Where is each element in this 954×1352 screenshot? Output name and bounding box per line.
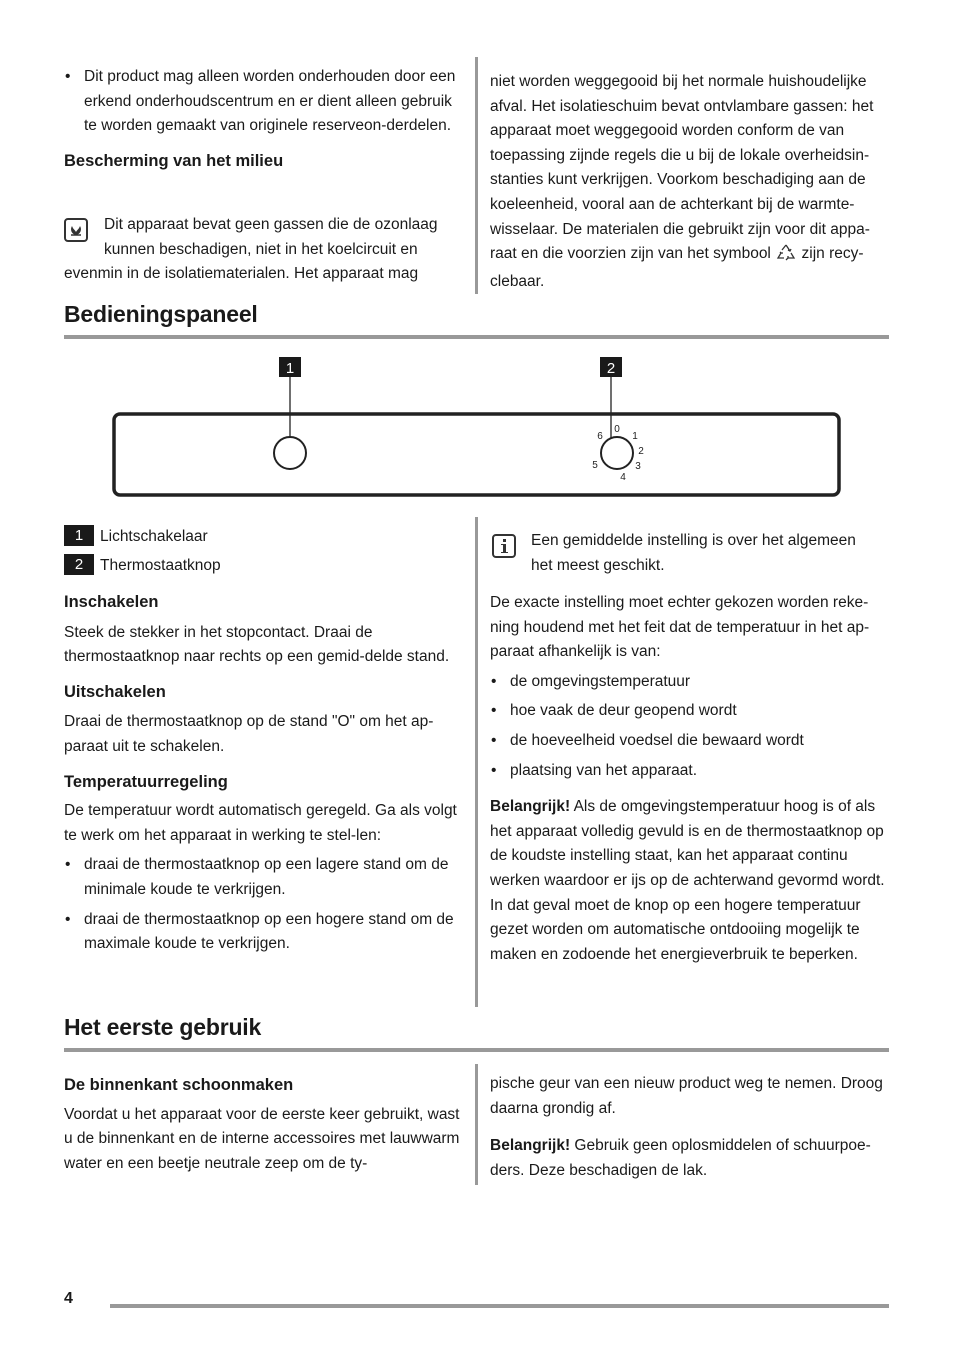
top-right-column bbox=[490, 70, 890, 294]
section-rule bbox=[64, 335, 889, 339]
bottom-right-column bbox=[490, 1072, 890, 1183]
dial-label-0: 0 bbox=[614, 424, 620, 435]
legend-item-1 bbox=[64, 525, 460, 554]
factor-item: • hoe vaak de deur geopend wordt bbox=[490, 699, 890, 724]
thermostat-knob bbox=[601, 437, 633, 469]
control-panel-diagram bbox=[100, 350, 850, 505]
milieu-heading: Bescherming van het milieu bbox=[64, 151, 284, 170]
milieu-text-indented bbox=[104, 213, 464, 262]
middle-right-column bbox=[490, 591, 890, 967]
clean-text: Voordat u het apparaat voor de eerste keer gebruikt, wast u de binnenkant en de interne accessoires met lauwwarm water en een beetje neutrale zeep om de ty- bbox=[64, 1105, 460, 1172]
temp-bullet-1: • draai de thermostaatknop op een lagere stand om de minimale koude te verkrijgen. bbox=[64, 853, 460, 902]
panel-outline bbox=[114, 414, 839, 495]
light-switch bbox=[274, 437, 306, 469]
column-divider bbox=[475, 1064, 478, 1185]
factor-item: • de hoeveelheid voedsel die bewaard wordt bbox=[490, 729, 890, 754]
temperatuur-text: De temperatuur wordt automatisch geregeld. Ga als volgt te werk om het apparaat in werking te stel-len: bbox=[64, 802, 457, 844]
exact-setting-text: De exacte instelling moet echter gekozen worden reke-ning houdend met het feit dat de temperatuur in het ap-paraat afhankelijk is van: bbox=[490, 594, 870, 661]
temperatuur-heading: Temperatuurregeling bbox=[64, 772, 228, 791]
milieu-line-3: evenmin in de isolatiematerialen. Het apparaat mag bbox=[64, 265, 419, 282]
info-line-1: Een gemiddelde instelling is over het algemeen bbox=[531, 532, 856, 549]
important-paragraph bbox=[490, 795, 890, 967]
disposal-text-b: zijn recy- bbox=[801, 245, 864, 263]
important-text-2: Gebruik geen oplosmiddelen of schuurpoe-ders. Deze beschadigen de lak. bbox=[490, 1137, 871, 1179]
legend-label-2: Thermostaatknop bbox=[100, 557, 221, 574]
info-text bbox=[531, 529, 891, 578]
important-label-2: Belangrijk! bbox=[490, 1137, 571, 1155]
disposal-text-end: clebaar. bbox=[490, 272, 545, 290]
page-number: 4 bbox=[64, 1290, 73, 1307]
top-left-column bbox=[64, 65, 460, 173]
legend-item-2 bbox=[64, 554, 460, 583]
uitschakelen-text: Draai de thermostaatknop op de stand "O" om het ap-paraat uit te schakelen. bbox=[64, 713, 434, 755]
uitschakelen-heading: Uitschakelen bbox=[64, 682, 166, 701]
important-label: Belangrijk! bbox=[490, 798, 571, 816]
callout-2-text: 2 bbox=[606, 360, 616, 377]
disposal-text-a: raat en die voorzien zijn van het symbool bbox=[490, 245, 771, 263]
legend-badge-1: 1 bbox=[64, 525, 94, 546]
factor-item: • de omgevingstemperatuur bbox=[490, 670, 890, 695]
section-rule bbox=[64, 1048, 889, 1052]
middle-left-column bbox=[64, 525, 460, 957]
important-paragraph-2 bbox=[490, 1134, 890, 1183]
disposal-text-line bbox=[490, 242, 890, 270]
info-icon bbox=[492, 534, 516, 558]
callout-1-text: 1 bbox=[285, 360, 295, 377]
factor-item: • plaatsing van het apparaat. bbox=[490, 759, 890, 784]
dial-label-2: 2 bbox=[638, 446, 644, 457]
service-bullet: • Dit product mag alleen worden onderhouden door een erkend onderhoudscentrum en er dient alleen gebruik te worden gemaakt van originele reserveon-derdelen. bbox=[64, 65, 460, 139]
milieu-line-1: Dit apparaat bevat geen gassen die de ozonlaag bbox=[104, 216, 438, 233]
column-divider bbox=[475, 517, 478, 1007]
dial-label-5: 5 bbox=[592, 460, 598, 471]
legend-label-1: Lichtschakelaar bbox=[100, 528, 208, 545]
milieu-line-2: kunnen beschadigen, niet in het koelcircuit en bbox=[104, 240, 418, 258]
footer-rule bbox=[110, 1304, 889, 1308]
info-line-2: het meest geschikt. bbox=[531, 556, 665, 574]
clean-text-continued: pische geur van een nieuw product weg te nemen. Droog daarna grondig af. bbox=[490, 1075, 883, 1117]
inschakelen-text: Steek de stekker in het stopcontact. Draai de thermostaatknop naar rechts op een gemid-delde stand. bbox=[64, 623, 450, 666]
inschakelen-heading: Inschakelen bbox=[64, 593, 159, 611]
section-heading-eerste-gebruik: Het eerste gebruik bbox=[64, 1014, 262, 1040]
disposal-text: niet worden weggegooid bij het normale huishoudelijke afval. Het isolatieschuim bevat ontvlambare gassen: het apparaat moet weggegooid worden conform de van toepassing zijnde regels die u bij de lokale overheidsin-stanties kunt verkrijgen. Voorkom beschadiging aan de koeleenheid, vooral aan de achterkant bij de warmte-wisselaar. De materialen die gebruikt zijn voor dit appa- bbox=[490, 73, 874, 238]
section-heading-bedieningspaneel: Bedieningspaneel bbox=[64, 301, 258, 327]
recycle-icon bbox=[775, 243, 797, 270]
dial-label-1: 1 bbox=[632, 431, 638, 442]
bottom-left-column bbox=[64, 1073, 460, 1176]
clean-heading: De binnenkant schoonmaken bbox=[64, 1076, 294, 1094]
dial-label-4: 4 bbox=[620, 472, 626, 483]
dial-label-6: 6 bbox=[597, 431, 603, 442]
column-divider bbox=[475, 57, 478, 294]
dial-label-3: 3 bbox=[635, 461, 641, 472]
temp-bullet-2: • draai de thermostaatknop op een hogere stand om de maximale koude te verkrijgen. bbox=[64, 908, 460, 957]
legend-badge-2: 2 bbox=[64, 554, 94, 575]
important-text: Als de omgevingstemperatuur hoog is of als het apparaat volledig gevuld is en de thermostaatknop op de koudste instelling staat, kan het apparaat continu werken waardoor er ijs op de achterwand gevormd wordt. In dat geval moet de knop op een hogere temperatuur gezet worden om automatische ontdooiing mogelijk te maken en zodoende het energieverbruik te beperken. bbox=[490, 798, 885, 963]
environment-icon bbox=[64, 218, 88, 242]
